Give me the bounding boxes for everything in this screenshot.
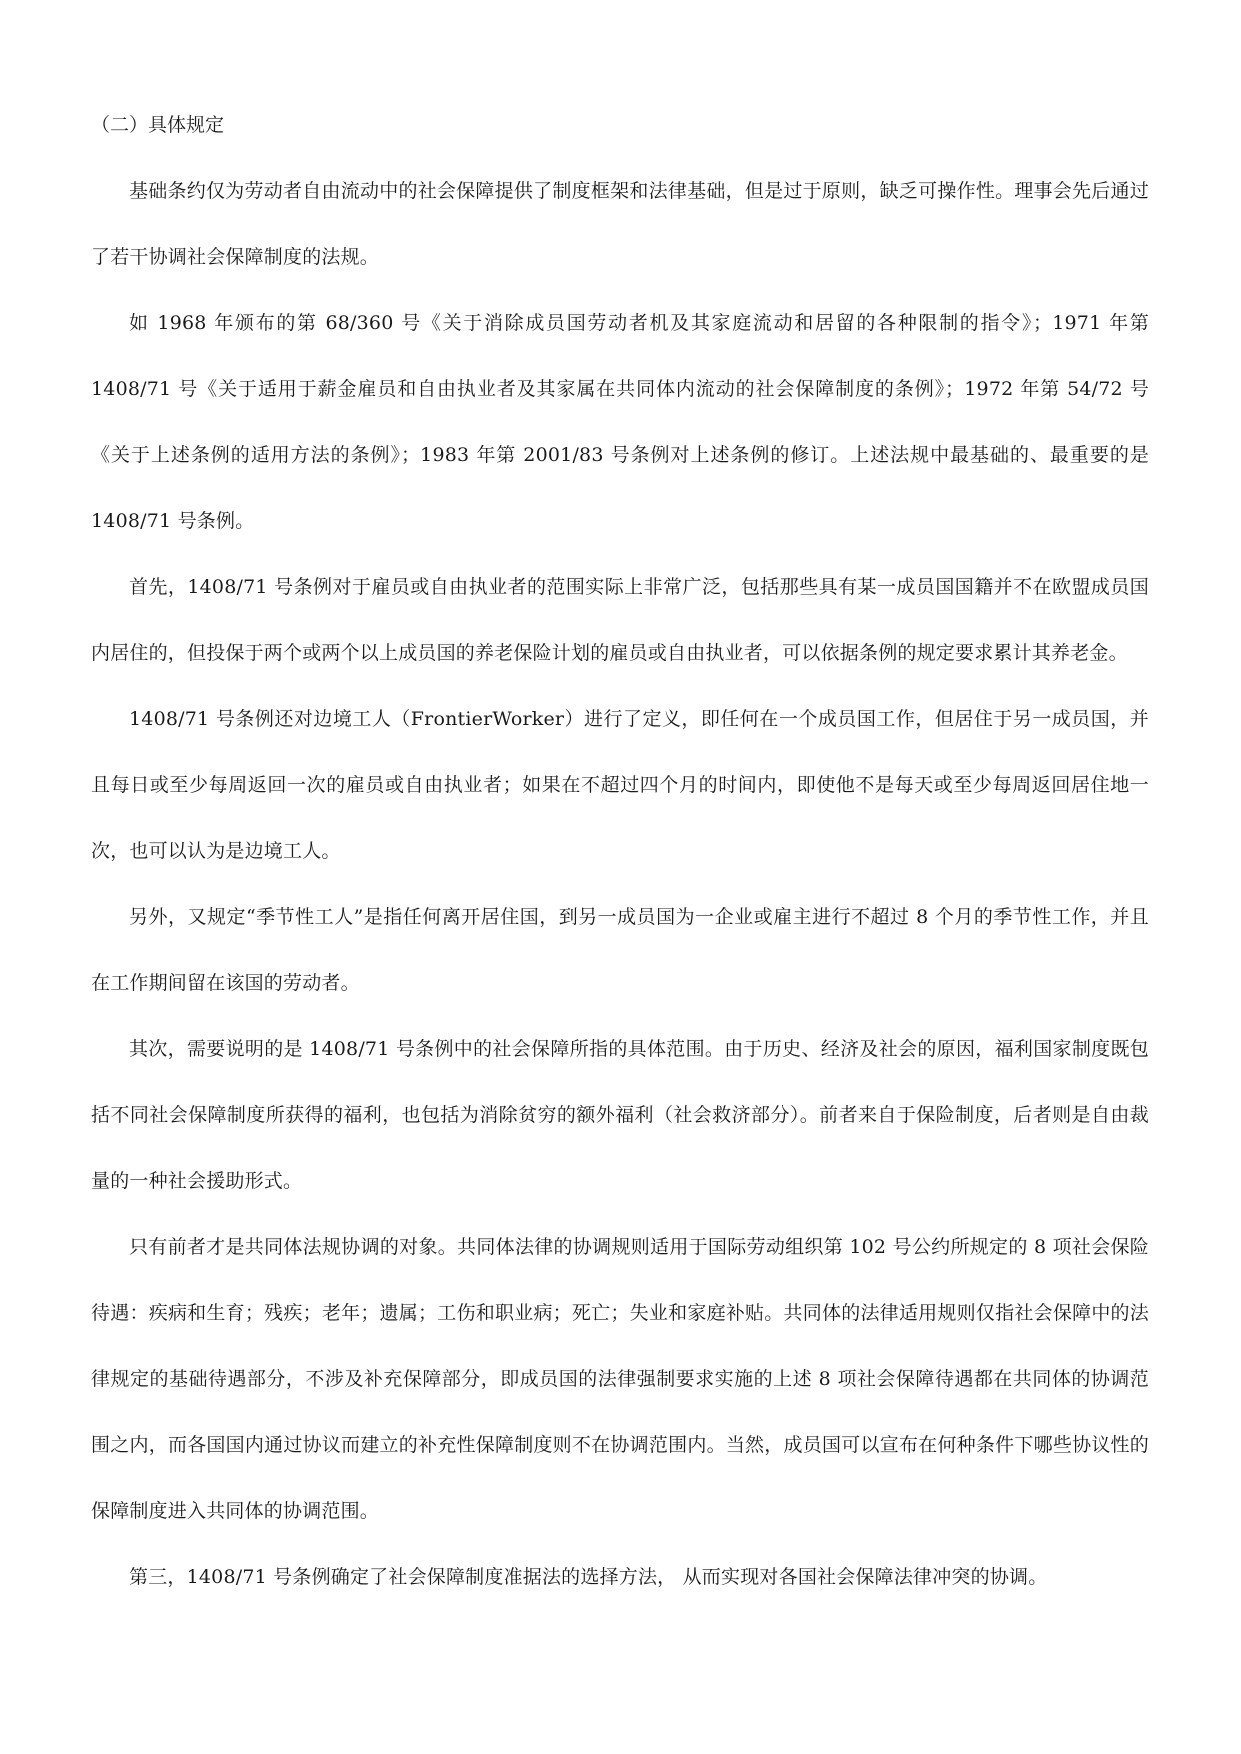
paragraph-1: 基础条约仅为劳动者自由流动中的社会保障提供了制度框架和法律基础，但是过于原则，缺乏可操作性。理事会先后通过了若干协调社会保障制度的法规。	[91, 180, 1149, 268]
paragraph-6: 其次，需要说明的是 1408/71 号条例中的社会保障所指的具体范围。由于历史、经济及社会的原因，福利国家制度既包括不同社会保障制度所获得的福利，也包括为消除贫穷的额外福利（社会救济部分）。前者来自于保险制度，后者则是自由裁量的一种社会援助形式。	[91, 1038, 1149, 1192]
paragraph-2: 如 1968 年颁布的第 68/360 号《关于消除成员国劳动者机及其家庭流动和居留的各种限制的指令》；1971 年第 1408/71 号《关于适用于薪金雇员和自由执业者及其家属在共同体内流动的社会保障制度的条例》；1972 年第 54/72 号《关于上述条例的适用方法的条例》；1983 年第 2001/83 号条例对上述条例的修订。上述法规中最基础的、最重要的是 1408/71 号条例。	[91, 312, 1149, 532]
paragraph-5: 另外，又规定“季节性工人”是指任何离开居住国，到另一成员国为一企业或雇主进行不超过 8 个月的季节性工作，并且在工作期间留在该国的劳动者。	[91, 906, 1149, 994]
paragraph-4: 1408/71 号条例还对边境工人（FrontierWorker）进行了定义，即任何在一个成员国工作，但居住于另一成员国，并且每日或至少每周返回一次的雇员或自由执业者；如果在不超过四个月的时间内，即使他不是每天或至少每周返回居住地一次，也可以认为是边境工人。	[91, 708, 1149, 862]
paragraph-7: 只有前者才是共同体法规协调的对象。共同体法律的协调规则适用于国际劳动组织第 102 号公约所规定的 8 项社会保险待遇：疾病和生育；残疾；老年；遗属；工伤和职业病；死亡；失业和家庭补贴。共同体的法律适用规则仅指社会保障中的法律规定的基础待遇部分，不涉及补充保障部分，即成员国的法律强制要求实施的上述 8 项社会保障待遇都在共同体的协调范围之内，而各国国内通过协议而建立的补充性保障制度则不在协调范围内。当然，成员国可以宣布在何种条件下哪些协议性的保障制度进入共同体的协调范围。	[91, 1236, 1149, 1522]
paragraph-8: 第三，1408/71 号条例确定了社会保障制度准据法的选择方法， 从而实现对各国社会保障法律冲突的协调。	[129, 1566, 1048, 1588]
document-page	[91, 92, 1149, 1610]
paragraph-3: 首先，1408/71 号条例对于雇员或自由执业者的范围实际上非常广泛，包括那些具有某一成员国国籍并不在欧盟成员国内居住的，但投保于两个或两个以上成员国的养老保险计划的雇员或自由执业者，可以依据条例的规定要求累计其养老金。	[91, 576, 1149, 664]
section-heading: （二）具体规定	[91, 114, 225, 136]
